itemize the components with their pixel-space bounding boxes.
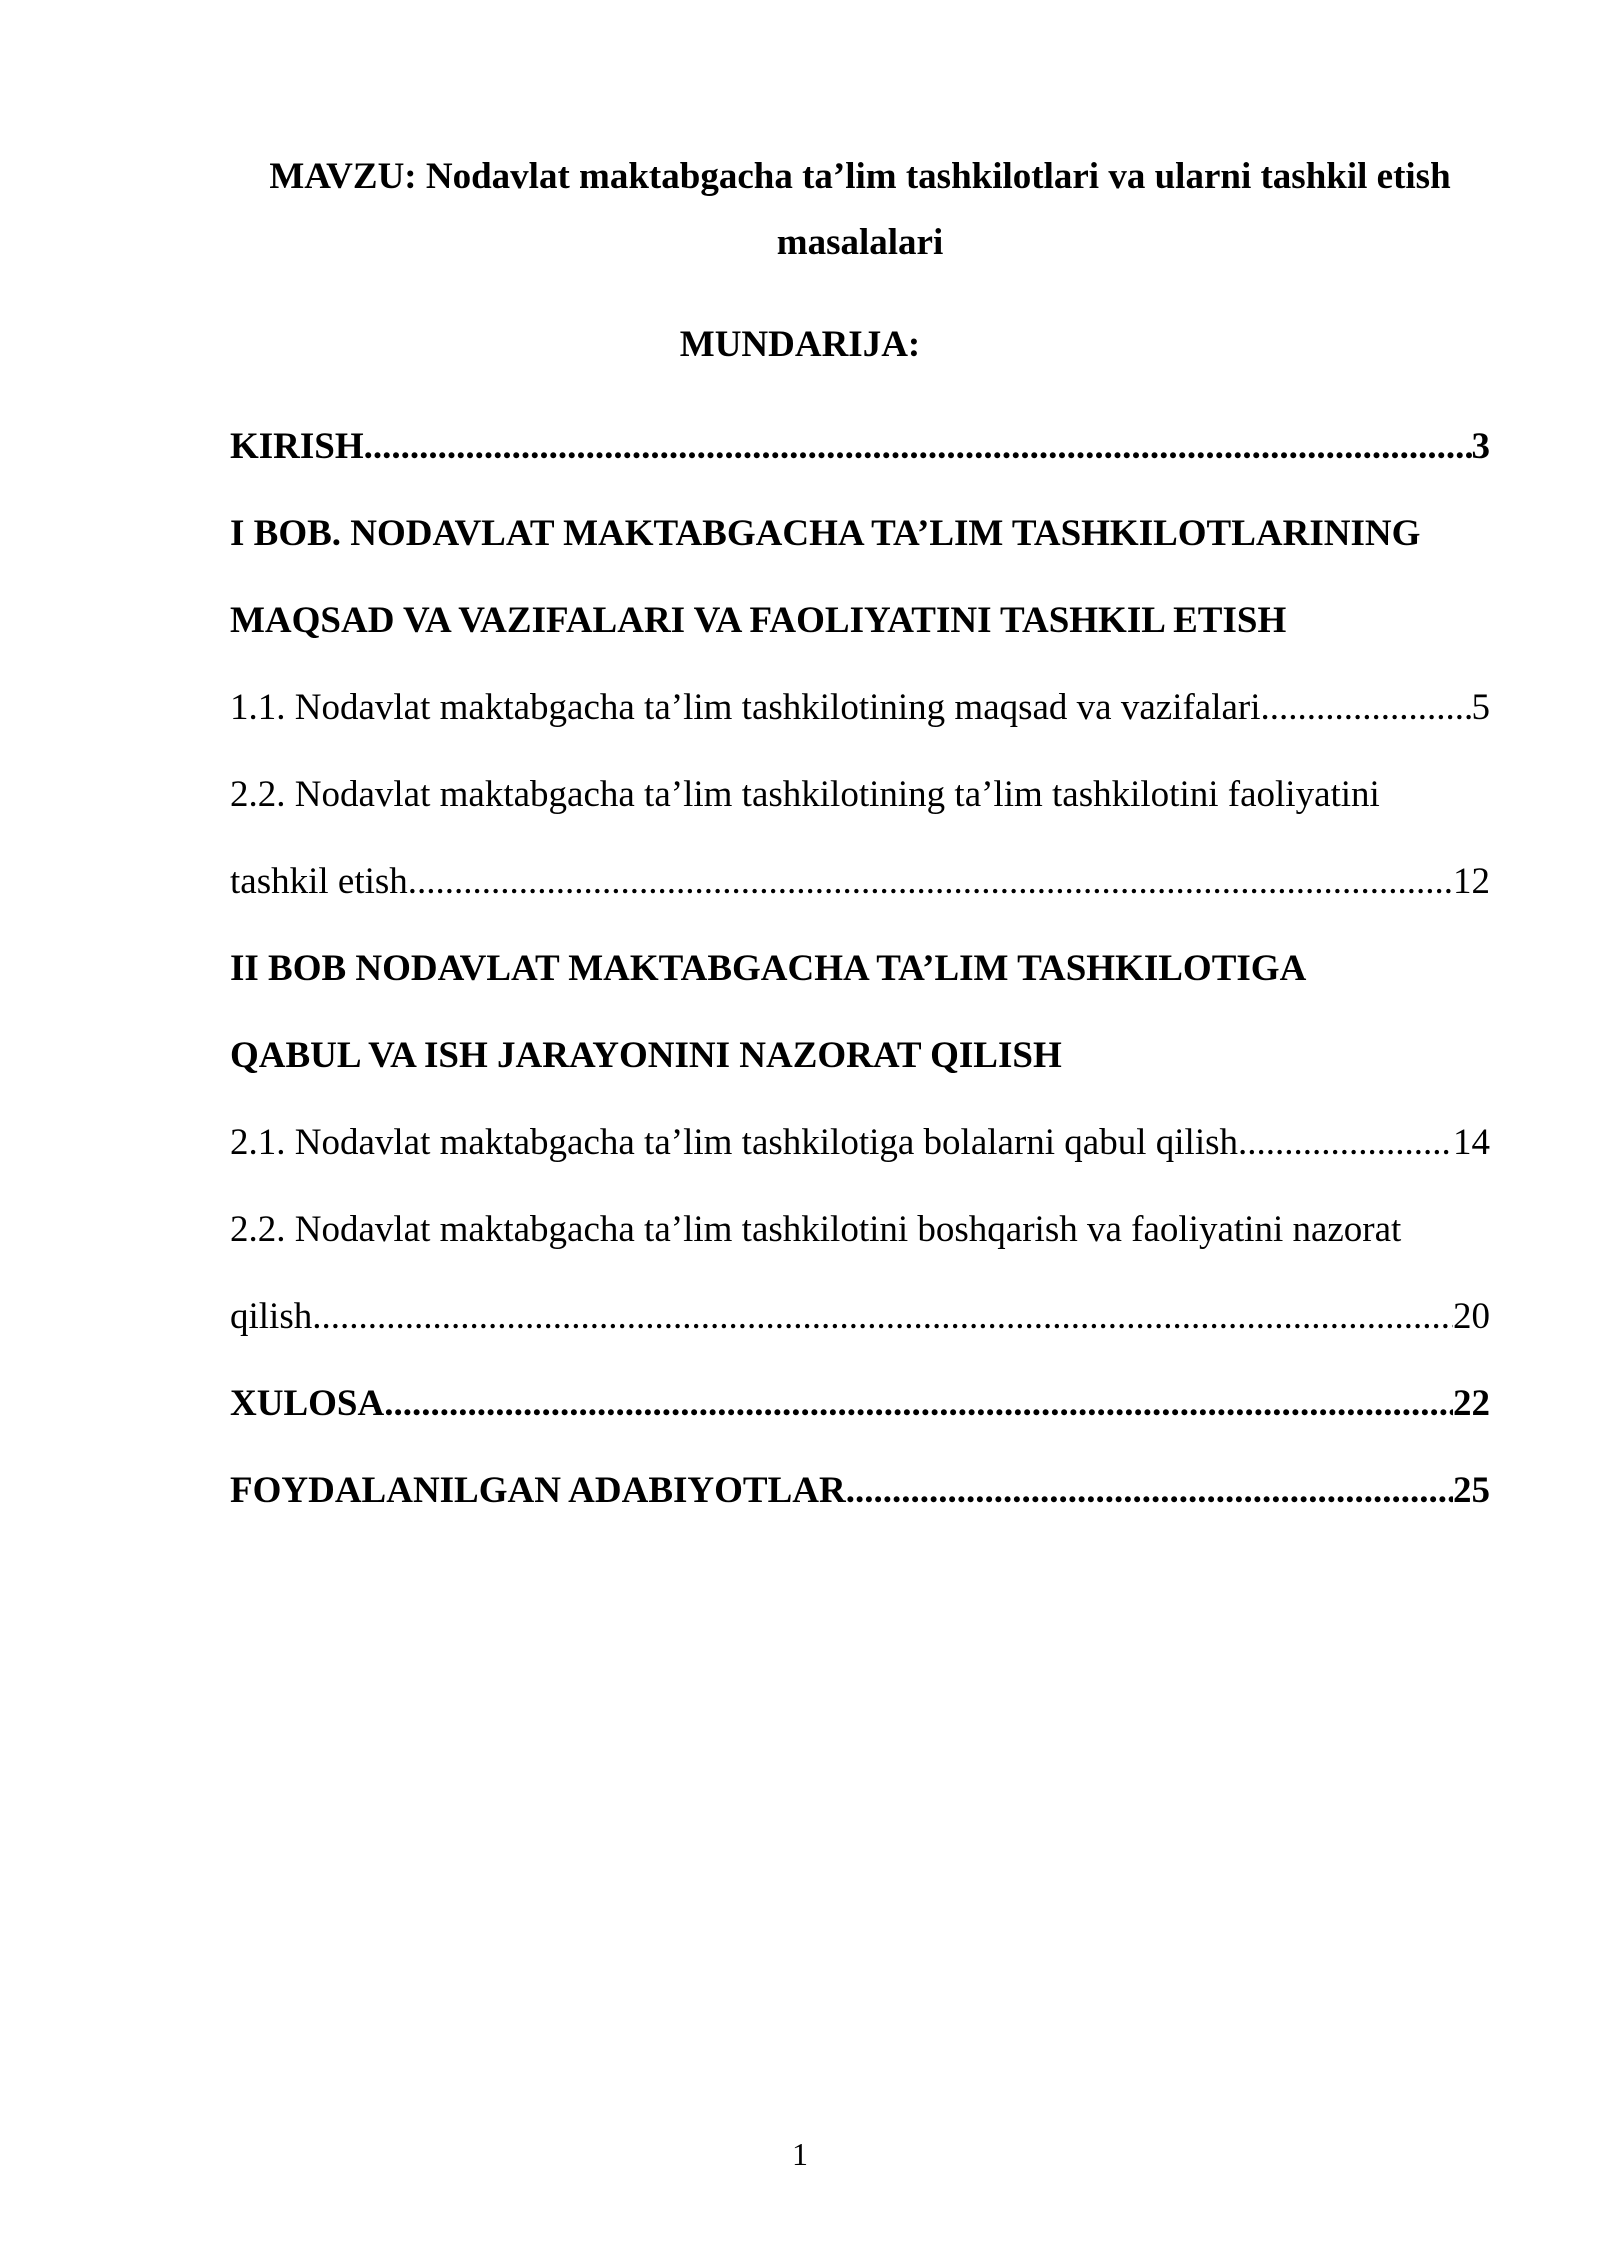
dot-leader (1238, 1118, 1453, 1168)
dot-leader (846, 1466, 1453, 1516)
toc-entry-label: KIRISH (230, 426, 364, 467)
toc-entry-section-2-2a-line-1[interactable]: 2.2. Nodavlat maktabgacha ta’lim tashkilotining ta’lim tashkilotini faoliyatini (230, 774, 1380, 815)
dot-leader (364, 422, 1472, 472)
toc-entry-chapter-2-line-1[interactable]: II BOB NODAVLAT MAKTABGACHA TA’LIM TASHKILOTIGA (230, 948, 1307, 989)
document-title: MAVZU: Nodavlat maktabgacha ta’lim tashkilotlari va ularni tashkil etish masalalari (269, 156, 1451, 263)
toc-entry-label: qilish (230, 1296, 313, 1337)
toc-heading: MUNDARIJA: (679, 324, 921, 365)
toc-entry-section-1-1[interactable] (230, 683, 1490, 733)
toc-entry-chapter-1-line-2[interactable]: MAQSAD VA VAZIFALARI VA FAOLIYATINI TASHKIL ETISH (230, 600, 1287, 641)
toc-entry-kirish[interactable] (230, 422, 1490, 472)
toc-entry-label: 1.1. Nodavlat maktabgacha ta’lim tashkilotining maqsad va vazifalari (230, 687, 1261, 728)
toc-entry-section-2-2b-line-2[interactable] (230, 1292, 1490, 1342)
toc-entry-page: 3 (1471, 426, 1490, 467)
toc-entry-references[interactable] (230, 1466, 1490, 1516)
toc-entry-page: 14 (1453, 1122, 1490, 1163)
dot-leader (408, 857, 1453, 907)
toc-entry-page: 5 (1471, 687, 1490, 728)
toc-entry-page: 22 (1453, 1383, 1490, 1424)
toc-entry-section-2-2b-line-1[interactable]: 2.2. Nodavlat maktabgacha ta’lim tashkilotini boshqarish va faoliyatini nazorat (230, 1209, 1402, 1250)
page-number: 1 (792, 2136, 808, 2172)
toc-entry-xulosa[interactable] (230, 1379, 1490, 1429)
toc-entry-label: FOYDALANILGAN ADABIYOTLAR (230, 1470, 846, 1511)
dot-leader (1261, 683, 1472, 733)
toc-entry-section-2-1[interactable] (230, 1118, 1490, 1168)
toc-entry-section-2-2a-line-2[interactable] (230, 857, 1490, 907)
dot-leader (312, 1292, 1453, 1342)
dot-leader (384, 1379, 1453, 1429)
toc-entry-chapter-2-line-2[interactable]: QABUL VA ISH JARAYONINI NAZORAT QILISH (230, 1035, 1062, 1076)
toc-entry-page: 25 (1453, 1470, 1490, 1511)
toc-entry-page: 12 (1453, 861, 1490, 902)
toc-entry-label: tashkil etish (230, 861, 408, 902)
toc-entry-page: 20 (1453, 1296, 1490, 1337)
toc-entry-label: 2.1. Nodavlat maktabgacha ta’lim tashkilotiga bolalarni qabul qilish (230, 1122, 1238, 1163)
toc-entry-label: XULOSA (230, 1383, 385, 1424)
toc-entry-chapter-1-line-1[interactable]: I BOB. NODAVLAT MAKTABGACHA TA’LIM TASHKILOTLARINING (230, 513, 1421, 554)
